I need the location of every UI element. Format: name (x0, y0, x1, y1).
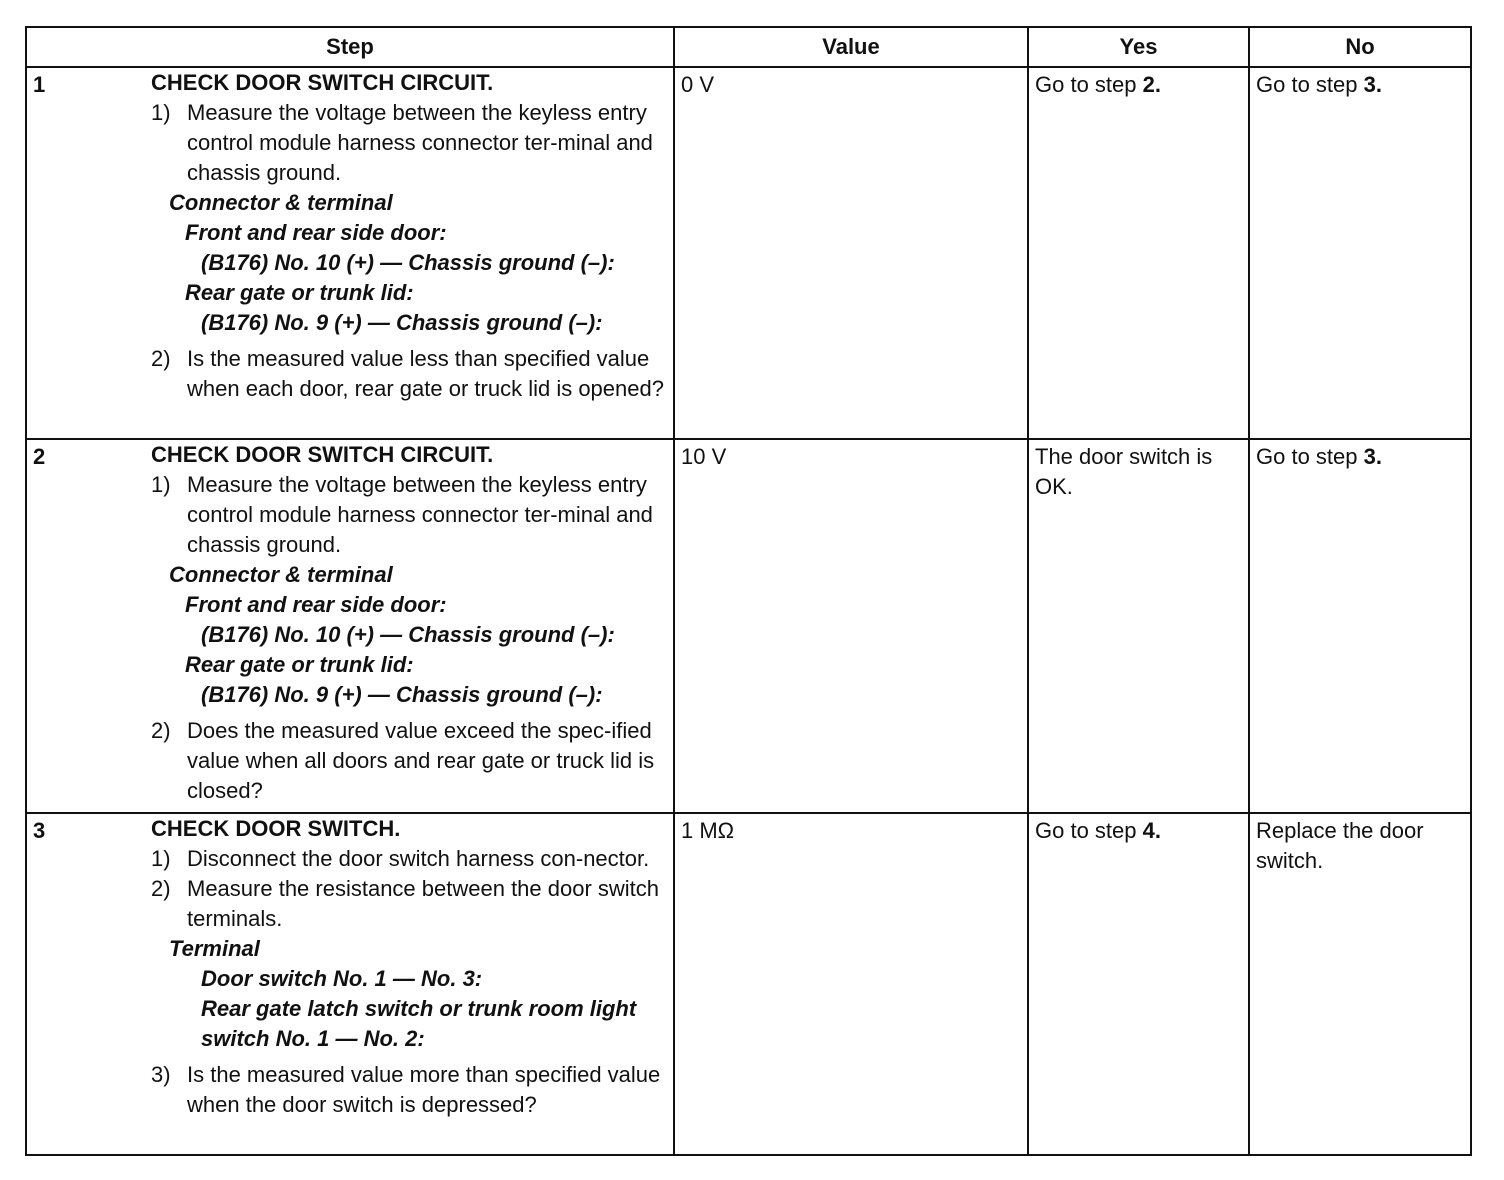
terminal-rear-gate-switch: Rear gate latch switch or trunk room light switch No. 1 — No. 2: (201, 996, 637, 1051)
item-text: Measure the voltage between the keyless entry control module harness connector ter-minal and chassis ground. (187, 100, 653, 185)
step-title: CHECK DOOR SWITCH. (151, 816, 401, 841)
yes-text: Go to step (1035, 72, 1143, 97)
item-text: Disconnect the door switch harness con-nector. (187, 846, 650, 871)
front-door-heading: Front and rear side door: (185, 220, 447, 245)
terminal-door-switch: Door switch No. 1 — No. 3: (201, 966, 483, 991)
no-cell (1249, 67, 1471, 439)
no-cell: Replace the door switch. (1249, 813, 1471, 1155)
step-item (151, 98, 669, 188)
rear-gate-heading: Rear gate or trunk lid: (185, 652, 414, 677)
step-body (151, 68, 673, 404)
front-door-terminal: (B176) No. 10 (+) — Chassis ground (–): (201, 250, 615, 275)
table-row (26, 439, 1471, 813)
yes-step-ref: 4. (1142, 818, 1161, 843)
step-item (151, 716, 669, 806)
step-item (151, 844, 669, 874)
step-item (151, 1060, 669, 1120)
connector-heading: Connector & terminal (169, 562, 393, 587)
header-value: Value (674, 27, 1028, 67)
value-cell: 10 V (674, 439, 1028, 813)
no-step-ref: 3. (1363, 444, 1382, 469)
item-text: Measure the resistance between the door switch terminals. (187, 876, 660, 931)
item-text: Does the measured value exceed the spec-ified value when all doors and rear gate or truck lid is closed? (187, 718, 655, 803)
item-number: 2) (151, 718, 171, 743)
header-no: No (1249, 27, 1471, 67)
step-number: 2 (33, 444, 46, 469)
yes-step-ref: 2. (1142, 72, 1161, 97)
terminal-heading: Terminal (169, 936, 260, 961)
no-text: Go to step (1256, 72, 1364, 97)
no-step-ref: 3. (1363, 72, 1382, 97)
rear-gate-heading: Rear gate or trunk lid: (185, 280, 414, 305)
step-title: CHECK DOOR SWITCH CIRCUIT. (151, 70, 494, 95)
header-yes: Yes (1028, 27, 1249, 67)
step-title: CHECK DOOR SWITCH CIRCUIT. (151, 442, 494, 467)
item-number: 2) (151, 346, 171, 371)
step-item (151, 470, 669, 560)
item-text: Measure the voltage between the keyless entry control module harness connector ter-minal and chassis ground. (187, 472, 653, 557)
rear-gate-terminal: (B176) No. 9 (+) — Chassis ground (–): (201, 682, 603, 707)
item-text: Is the measured value less than specified value when each door, rear gate or truck lid is opened? (187, 346, 664, 401)
yes-cell: The door switch is OK. (1028, 439, 1249, 813)
step-body (151, 814, 673, 1120)
item-number: 1) (151, 100, 171, 125)
step-body (151, 440, 673, 806)
table-row (26, 813, 1471, 1155)
connector-heading: Connector & terminal (169, 190, 393, 215)
rear-gate-terminal: (B176) No. 9 (+) — Chassis ground (–): (201, 310, 603, 335)
front-door-heading: Front and rear side door: (185, 592, 447, 617)
item-number: 1) (151, 846, 171, 871)
step-cell (26, 813, 674, 1155)
step-number: 1 (33, 72, 46, 97)
step-number: 3 (33, 818, 46, 843)
no-cell (1249, 439, 1471, 813)
item-text: Is the measured value more than specified value when the door switch is depressed? (187, 1062, 661, 1117)
item-number: 2) (151, 876, 171, 901)
item-number: 1) (151, 472, 171, 497)
item-number: 3) (151, 1062, 171, 1087)
no-text: Go to step (1256, 444, 1364, 469)
step-item (151, 874, 669, 934)
diagnostic-table (25, 26, 1472, 1156)
yes-text: Go to step (1035, 818, 1143, 843)
yes-cell (1028, 67, 1249, 439)
step-cell (26, 67, 674, 439)
value-cell: 0 V (674, 67, 1028, 439)
yes-cell (1028, 813, 1249, 1155)
value-cell: 1 MΩ (674, 813, 1028, 1155)
front-door-terminal: (B176) No. 10 (+) — Chassis ground (–): (201, 622, 615, 647)
step-item (151, 344, 669, 404)
header-step: Step (26, 27, 674, 67)
table-row (26, 67, 1471, 439)
step-cell (26, 439, 674, 813)
header-row (26, 27, 1471, 67)
